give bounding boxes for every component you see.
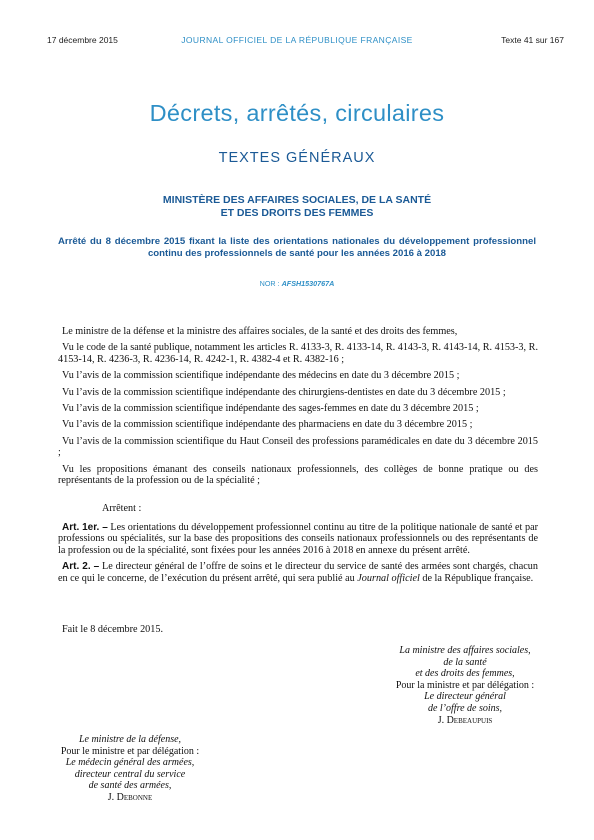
signature-block-right — [340, 645, 590, 726]
article-1-text: Les orientations du développement professionnel continu au titre de la politique nationale de santé et par professions ou spécialités, sur la base des propositions des conseils nationaux professionnels ou des représentants de la profession ou de la spécialité, sont fixées pour les années 2016 à 2018 en annexe du présent arrêté. — [58, 522, 539, 556]
nor-reference — [0, 279, 594, 288]
signature-line: Le ministre de la défense, — [78, 734, 182, 745]
signature-block-left — [40, 734, 220, 804]
signature-line: Pour le ministre et par délégation : — [60, 745, 200, 757]
arrete-title: Arrêté du 8 décembre 2015 fixant la liste des orientations nationales du développement professionnel continu des professionnels de santé pour les années 2016 à 2018 — [58, 236, 536, 259]
fait-date: Fait le 8 décembre 2015. — [62, 624, 163, 635]
signature-line: de l’offre de soins, — [427, 702, 503, 714]
arretent-heading: Arrêtent : — [102, 503, 142, 514]
ministry-line-2: ET DES DROITS DES FEMMES — [220, 207, 374, 219]
article-2-text-end: de la République française. — [419, 572, 534, 584]
ministry-heading — [0, 194, 594, 220]
visa-paragraph: Vu l’avis de la commission scientifique indépendante des pharmaciens en date du 3 décembre 2015 ; — [62, 419, 473, 431]
visa-paragraph: Vu l’avis de la commission scientifique indépendante des médecins en date du 3 décembre 2015 ; — [62, 370, 460, 382]
visa-paragraph: Vu le code de la santé publique, notamment les articles R. 4133-3, R. 4133-14, R. 4143-3, R. 4143-14, R. 4153-3, R. 4153-14, R. 4236-3, R. 4236-14, R. 4242-1, R. 4382-4 et R. 4382-16 ; — [58, 342, 538, 365]
header-date: 17 décembre 2015 — [47, 35, 118, 45]
nor-label: NOR : — [259, 279, 282, 288]
page-title: Décrets, arrêtés, circulaires — [149, 100, 445, 126]
header-journal-title: JOURNAL OFFICIEL DE LA RÉPUBLIQUE FRANÇAISE — [181, 35, 413, 45]
visa-paragraph: Vu les propositions émanant des conseils nationaux professionnels, des collèges de bonne pratique ou des représentants de la profession ou de la spécialité ; — [58, 463, 538, 487]
signature-line: Le directeur général — [424, 691, 506, 703]
ministry-line-1: MINISTÈRE DES AFFAIRES SOCIALES, DE LA SANTÉ — [162, 194, 432, 206]
article-1 — [58, 522, 538, 556]
article-2-text: Le directeur général de l’offre de soins et le directeur du service de santé des armées sont chargés, chacun en ce qui le concerne, de l’exécution du présent arrêté, qui sera publié au — [58, 561, 538, 584]
article-1-label: Art. 1er. – — [62, 522, 108, 533]
signatory-name: J. Debonne — [107, 791, 153, 803]
signature-line: de la santé — [443, 656, 487, 668]
articles-block — [58, 522, 538, 589]
signature-line: de santé des armées, — [88, 780, 172, 792]
nor-code: AFSH1530767A — [281, 279, 335, 288]
article-2-label: Art. 2. – — [62, 561, 100, 573]
visa-paragraph: Vu l’avis de la commission scientifique du Haut Conseil des professions paramédicales en date du 3 décembre 2015 ; — [58, 435, 538, 459]
visa-paragraph: Vu l’avis de la commission scientifique indépendante des sages-femmes en date du 3 décembre 2015 ; — [62, 403, 479, 415]
visa-paragraph: Le ministre de la défense et la ministre des affaires sociales, de la santé et des droits des femmes, — [62, 326, 458, 337]
signature-line: et des droits des femmes, — [415, 668, 515, 680]
visa-paragraph: Vu l’avis de la commission scientifique indépendante des chirurgiens-dentistes en date du 3 décembre 2015 ; — [62, 386, 506, 398]
signature-line: Le médecin général des armées, — [65, 757, 195, 769]
signature-line: Pour la ministre et par délégation : — [395, 679, 535, 691]
visas-block — [58, 326, 538, 491]
header-text-number: Texte 41 sur 167 — [501, 35, 564, 45]
section-title: TEXTES GÉNÉRAUX — [218, 150, 376, 166]
signature-line: La ministre des affaires sociales, — [399, 645, 531, 656]
signatory-name: J. Debeaupuis — [437, 714, 493, 726]
article-2 — [58, 561, 538, 584]
signature-line: directeur central du service — [74, 768, 186, 780]
journal-officiel-italic: Journal officiel — [357, 572, 420, 584]
